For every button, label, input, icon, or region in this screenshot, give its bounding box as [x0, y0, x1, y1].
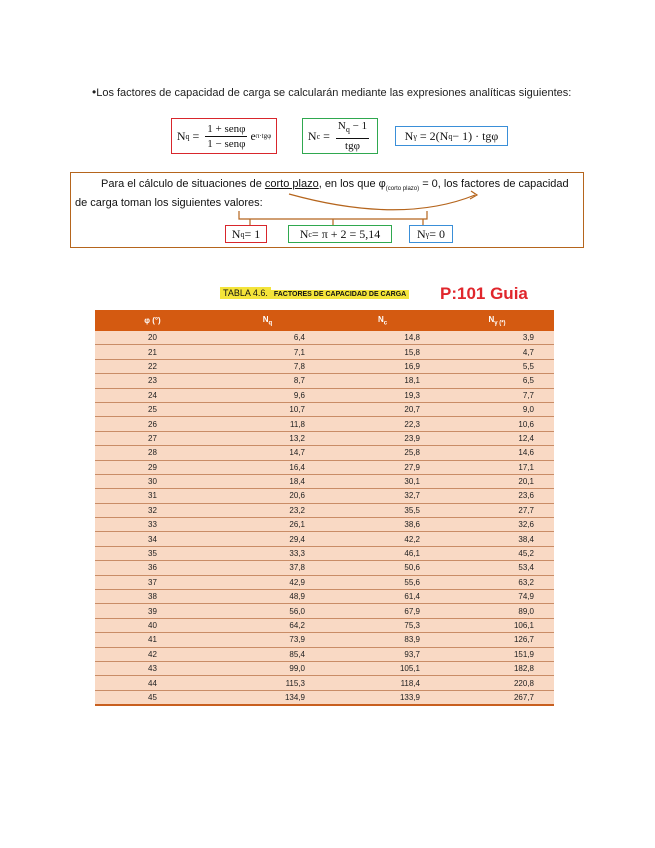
nq-fraction: $\frac{\text{1 + senφ}}{\text{1 − senφ}}$	[207, 122, 246, 150]
cell-nq: 37,8	[210, 561, 325, 575]
cell-ngamma: 38,4	[440, 532, 554, 546]
cell-ngamma: 126,7	[440, 633, 554, 647]
cell-ngamma: 5,5	[440, 359, 554, 373]
table-row	[95, 417, 554, 431]
cell-nc: 15,8	[325, 345, 440, 359]
header-nc: $N_c$	[325, 310, 440, 331]
cell-phi: 24	[95, 388, 210, 402]
table-body	[95, 331, 554, 705]
table-row	[95, 546, 554, 560]
cell-ngamma: 32,6	[440, 518, 554, 532]
cell-nq: 26,1	[210, 518, 325, 532]
cell-nq: 64,2	[210, 618, 325, 632]
cell-phi: 42	[95, 647, 210, 661]
cell-nc: 19,3	[325, 388, 440, 402]
cell-nc: 83,9	[325, 633, 440, 647]
cell-ngamma: 23,6	[440, 489, 554, 503]
cell-phi: 44	[95, 676, 210, 690]
cell-nq: 33,3	[210, 546, 325, 560]
cell-nc: 133,9	[325, 690, 440, 705]
cell-phi: 26	[95, 417, 210, 431]
table-row	[95, 503, 554, 517]
cell-ngamma: 12,4	[440, 431, 554, 445]
table-row	[95, 474, 554, 488]
table-row	[95, 532, 554, 546]
cell-ngamma: 20,1	[440, 474, 554, 488]
cell-nq: 16,4	[210, 460, 325, 474]
cell-nc: 105,1	[325, 661, 440, 675]
formula-nc: N c = $\frac{N_q - 1}{\text{tgφ}}$	[302, 118, 378, 154]
cell-nc: 61,4	[325, 590, 440, 604]
cell-phi: 35	[95, 546, 210, 560]
cell-nq: 8,7	[210, 374, 325, 388]
table-row	[95, 618, 554, 632]
cell-nq: 99,0	[210, 661, 325, 675]
cell-phi: 36	[95, 561, 210, 575]
table-title: TABLA 4.6. FACTORES DE CAPACIDAD DE CARGA	[220, 288, 409, 298]
header-nq: $N_q$	[210, 310, 325, 331]
cell-ngamma: 3,9	[440, 331, 554, 345]
cell-nq: 10,7	[210, 402, 325, 416]
cell-nc: 46,1	[325, 546, 440, 560]
cell-nc: 20,7	[325, 402, 440, 416]
table-row	[95, 590, 554, 604]
intro-sentence: Los factores de capacidad de carga se calcularán mediante las expresiones analíticas siguientes:	[96, 87, 572, 99]
cell-ngamma: 74,9	[440, 590, 554, 604]
cell-ngamma: 6,5	[440, 374, 554, 388]
cell-nq: 29,4	[210, 532, 325, 546]
cell-phi: 31	[95, 489, 210, 503]
cell-nc: 42,2	[325, 532, 440, 546]
cell-nq: 13,2	[210, 431, 325, 445]
cell-nc: 118,4	[325, 676, 440, 690]
cell-nc: 38,6	[325, 518, 440, 532]
cell-nc: 75,3	[325, 618, 440, 632]
cell-phi: 20	[95, 331, 210, 345]
table-row	[95, 676, 554, 690]
table-row	[95, 388, 554, 402]
table-row	[95, 402, 554, 416]
cell-ngamma: 89,0	[440, 604, 554, 618]
value-box-ngamma: N γ = 0	[409, 225, 453, 243]
cell-nq: 48,9	[210, 590, 325, 604]
cell-nq: 20,6	[210, 489, 325, 503]
table-row	[95, 604, 554, 618]
cell-ngamma: 9,0	[440, 402, 554, 416]
table-row	[95, 633, 554, 647]
table-row	[95, 359, 554, 373]
table-row	[95, 518, 554, 532]
cell-ngamma: 63,2	[440, 575, 554, 589]
cell-phi: 39	[95, 604, 210, 618]
cell-phi: 33	[95, 518, 210, 532]
table-row	[95, 647, 554, 661]
cell-nc: 25,8	[325, 446, 440, 460]
value-box-nc: N c = π + 2 = 5,14	[288, 225, 392, 243]
cell-nq: 115,3	[210, 676, 325, 690]
table-row	[95, 431, 554, 445]
intro-text	[92, 85, 571, 99]
cell-nq: 23,2	[210, 503, 325, 517]
table-row	[95, 460, 554, 474]
cell-nq: 73,9	[210, 633, 325, 647]
cell-nq: 56,0	[210, 604, 325, 618]
cell-nq: 14,7	[210, 446, 325, 460]
cell-phi: 23	[95, 374, 210, 388]
cell-nq: 7,1	[210, 345, 325, 359]
cell-phi: 30	[95, 474, 210, 488]
cell-ngamma: 45,2	[440, 546, 554, 560]
cell-nq: 134,9	[210, 690, 325, 705]
cell-phi: 40	[95, 618, 210, 632]
cell-ngamma: 267,7	[440, 690, 554, 705]
cell-phi: 28	[95, 446, 210, 460]
table-row	[95, 331, 554, 345]
cell-nc: 16,9	[325, 359, 440, 373]
cell-ngamma: 10,6	[440, 417, 554, 431]
cell-phi: 34	[95, 532, 210, 546]
short-term-highlight: corto plazo	[264, 178, 319, 190]
bearing-capacity-table	[95, 310, 554, 706]
cell-ngamma: 151,9	[440, 647, 554, 661]
cell-phi: 22	[95, 359, 210, 373]
cell-ngamma: 4,7	[440, 345, 554, 359]
bullet: •	[92, 85, 97, 99]
table-row	[95, 374, 554, 388]
cell-phi: 21	[95, 345, 210, 359]
cell-ngamma: 17,1	[440, 460, 554, 474]
cell-ngamma: 182,8	[440, 661, 554, 675]
cell-ngamma: 27,7	[440, 503, 554, 517]
formula-ngamma: N γ = 2(N q − 1) · tgφ	[395, 126, 508, 146]
cell-ngamma: 14,6	[440, 446, 554, 460]
cell-ngamma: 53,4	[440, 561, 554, 575]
cell-nc: 35,5	[325, 503, 440, 517]
cell-phi: 37	[95, 575, 210, 589]
page-reference: P:101 Guia	[440, 284, 528, 303]
panel-text: Para el cálculo de situaciones de corto plazo, en los que $\varphi_{(corto plazo)} = 0$, los factores de capacidad de carga toman los siguientes valores:	[71, 177, 585, 210]
cell-nq: 7,8	[210, 359, 325, 373]
table-row	[95, 575, 554, 589]
cell-nq: 6,4	[210, 331, 325, 345]
cell-nc: 18,1	[325, 374, 440, 388]
cell-nc: 50,6	[325, 561, 440, 575]
cell-nc: 32,7	[325, 489, 440, 503]
cell-nc: 22,3	[325, 417, 440, 431]
cell-ngamma: 106,1	[440, 618, 554, 632]
cell-ngamma: 7,7	[440, 388, 554, 402]
cell-phi: 41	[95, 633, 210, 647]
table-row	[95, 489, 554, 503]
cell-phi: 38	[95, 590, 210, 604]
table-row	[95, 446, 554, 460]
cell-nc: 67,9	[325, 604, 440, 618]
value-box-nq: N q = 1	[225, 225, 267, 243]
header-ngamma: $N_{\gamma (*)}$	[440, 310, 554, 331]
header-phi: φ (°)	[95, 310, 210, 331]
table-row	[95, 690, 554, 705]
cell-nq: 85,4	[210, 647, 325, 661]
cell-nq: 11,8	[210, 417, 325, 431]
cell-nc: 30,1	[325, 474, 440, 488]
cell-phi: 45	[95, 690, 210, 705]
cell-ngamma: 220,8	[440, 676, 554, 690]
cell-phi: 25	[95, 402, 210, 416]
cell-nq: 9,6	[210, 388, 325, 402]
table-row	[95, 661, 554, 675]
cell-nc: 27,9	[325, 460, 440, 474]
cell-phi: 32	[95, 503, 210, 517]
cell-nq: 42,9	[210, 575, 325, 589]
cell-nc: 93,7	[325, 647, 440, 661]
cell-nc: 55,6	[325, 575, 440, 589]
cell-nc: 23,9	[325, 431, 440, 445]
cell-phi: 43	[95, 661, 210, 675]
nc-fraction: $\frac{N_q - 1}{\text{tgφ}}$	[337, 120, 368, 152]
table-row	[95, 561, 554, 575]
cell-phi: 29	[95, 460, 210, 474]
cell-phi: 27	[95, 431, 210, 445]
table-header-row	[95, 310, 554, 331]
cell-nc: 14,8	[325, 331, 440, 345]
cell-nq: 18,4	[210, 474, 325, 488]
formula-nq: N q = $\frac{\text{1 + senφ}}{\text{1 − senφ}}$ e π·tgφ	[171, 118, 277, 154]
table-row	[95, 345, 554, 359]
panel-line2: de carga toman los siguientes valores:	[75, 197, 263, 210]
